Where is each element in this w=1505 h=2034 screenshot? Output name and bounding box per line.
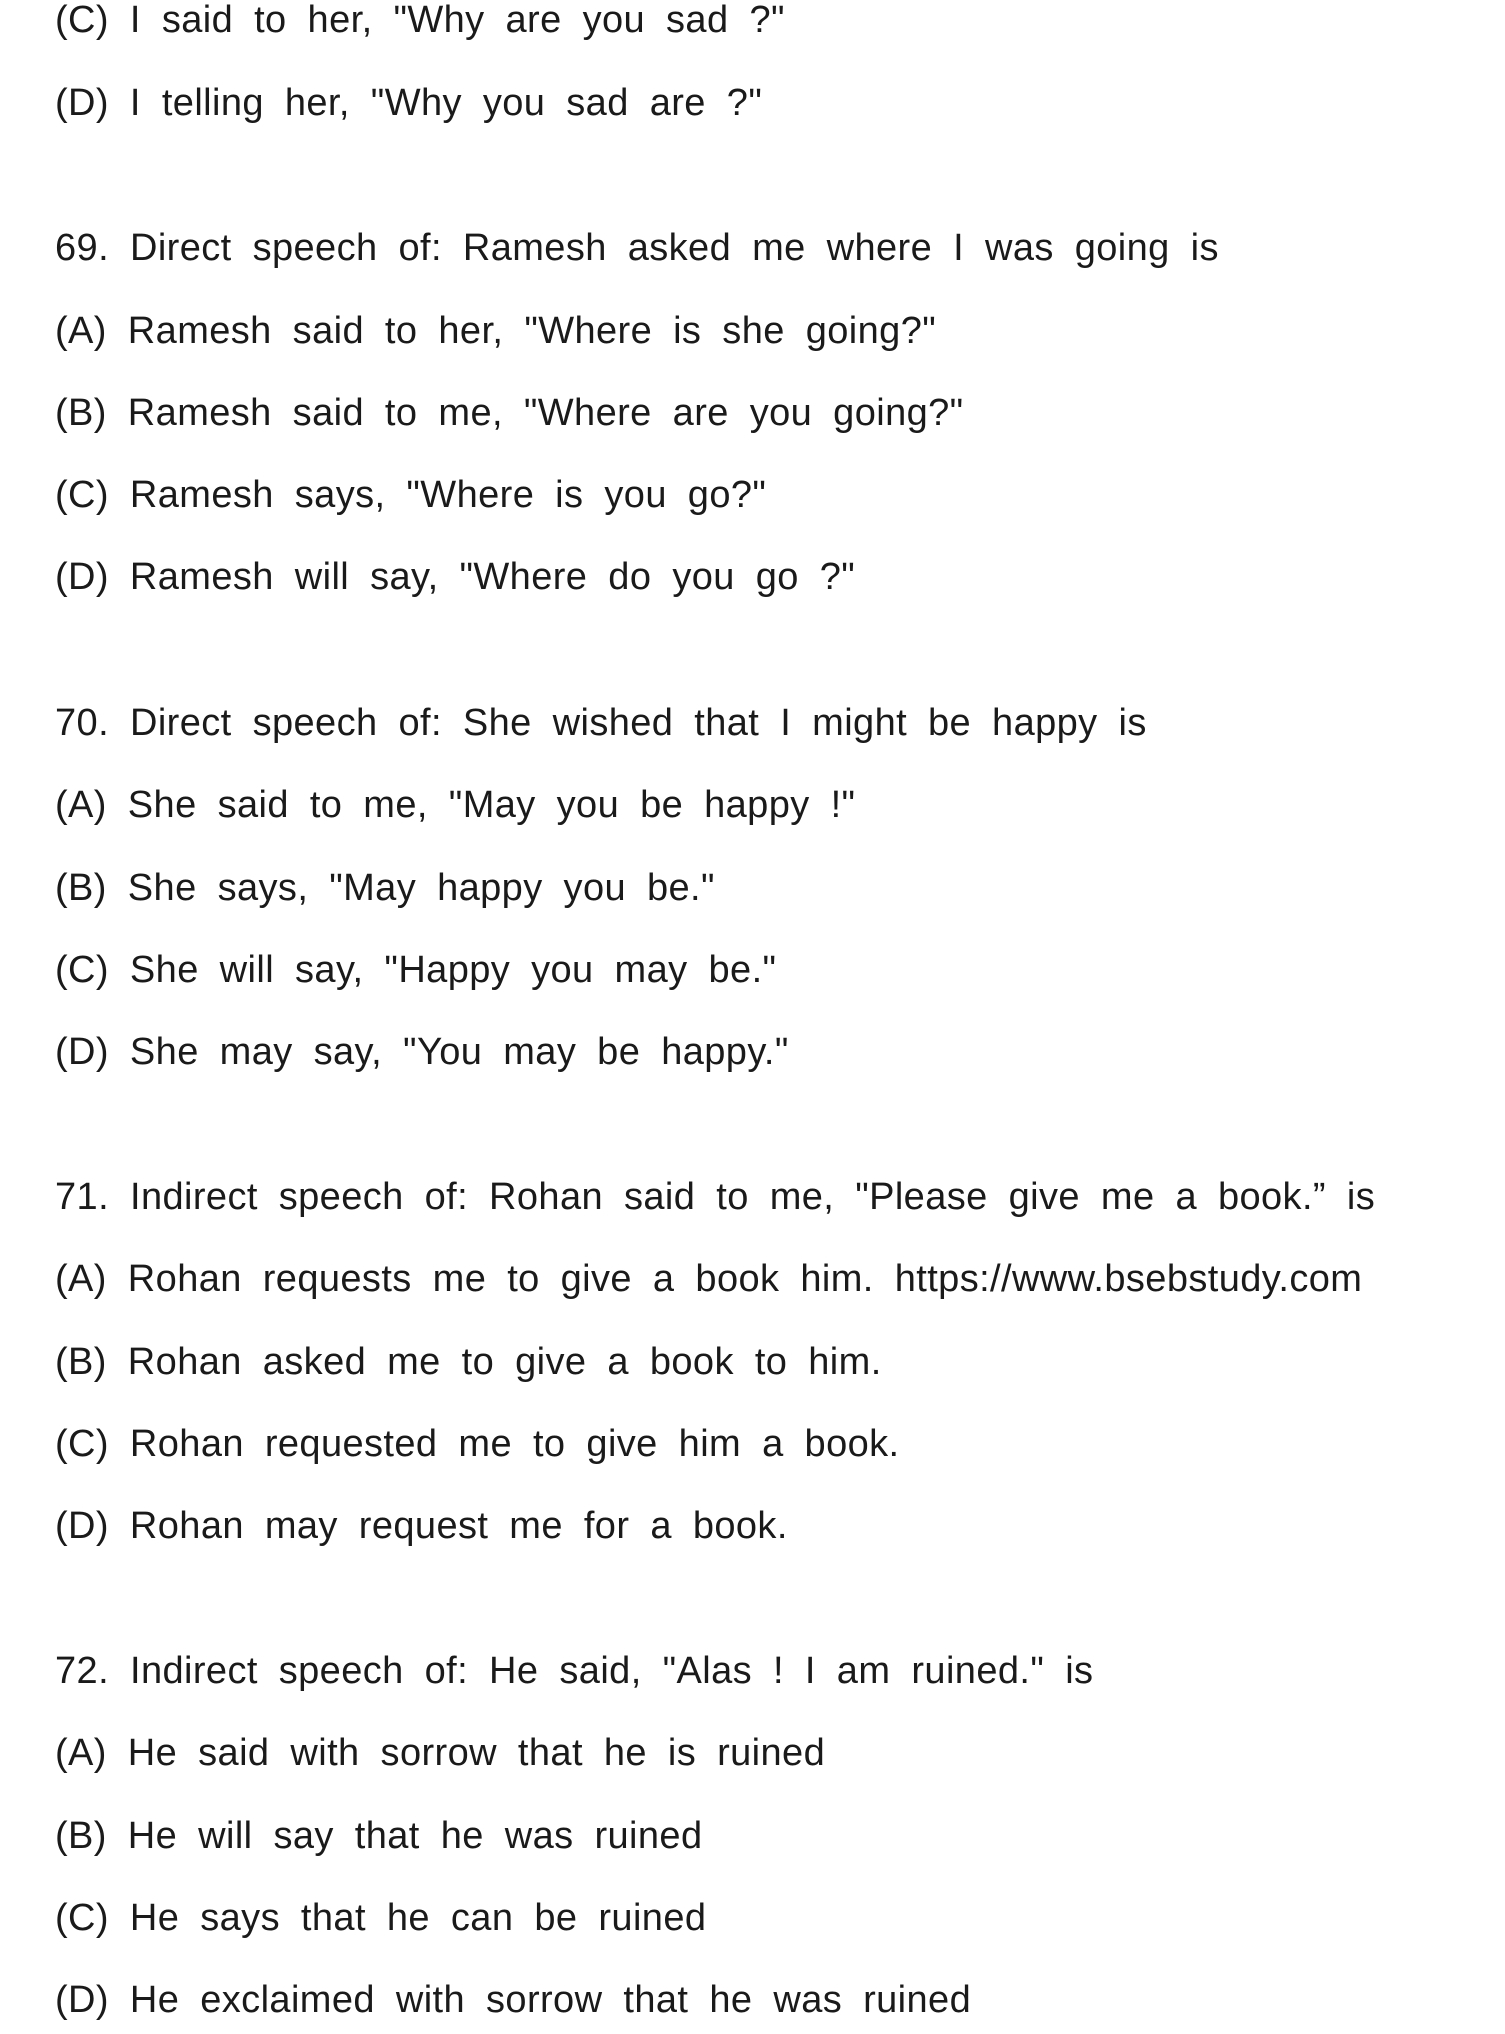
question-71-option-d: (D) Rohan may request me for a book. <box>55 1505 788 1547</box>
option-d-carryover: (D) I telling her, "Why you sad are ?" <box>55 82 763 124</box>
question-72-option-b: (B) He will say that he was ruined <box>55 1815 703 1857</box>
question-71-option-a: (A) Rohan requests me to give a book him. https://www.bsebstudy.com <box>55 1258 1363 1300</box>
question-70-option-a: (A) She said to me, "May you be happy !" <box>55 784 856 826</box>
question-69-stem: 69. Direct speech of: Ramesh asked me where I was going is <box>55 227 1219 269</box>
question-70-option-b: (B) She says, "May happy you be." <box>55 867 715 909</box>
question-69-option-b: (B) Ramesh said to me, "Where are you going?" <box>55 392 964 434</box>
question-72-option-d: (D) He exclaimed with sorrow that he was ruined <box>55 1979 972 2021</box>
question-69-option-d: (D) Ramesh will say, "Where do you go ?" <box>55 556 856 598</box>
question-72-option-a: (A) He said with sorrow that he is ruined <box>55 1732 826 1774</box>
question-70-stem: 70. Direct speech of: She wished that I might be happy is <box>55 702 1147 744</box>
question-70-option-c: (C) She will say, "Happy you may be." <box>55 949 777 991</box>
question-71-option-c: (C) Rohan requested me to give him a book. <box>55 1423 900 1465</box>
question-71-stem: 71. Indirect speech of: Rohan said to me, "Please give me a book.” is <box>55 1176 1376 1218</box>
question-69-option-c: (C) Ramesh says, "Where is you go?" <box>55 474 767 516</box>
question-72-option-c: (C) He says that he can be ruined <box>55 1897 707 1939</box>
question-71-option-b: (B) Rohan asked me to give a book to him. <box>55 1341 882 1383</box>
question-72-stem: 72. Indirect speech of: He said, "Alas ! I am ruined." is <box>55 1650 1094 1692</box>
option-c-carryover: (C) I said to her, "Why are you sad ?" <box>55 0 785 41</box>
question-70-option-d: (D) She may say, "You may be happy." <box>55 1031 789 1073</box>
question-69-option-a: (A) Ramesh said to her, "Where is she going?" <box>55 310 937 352</box>
